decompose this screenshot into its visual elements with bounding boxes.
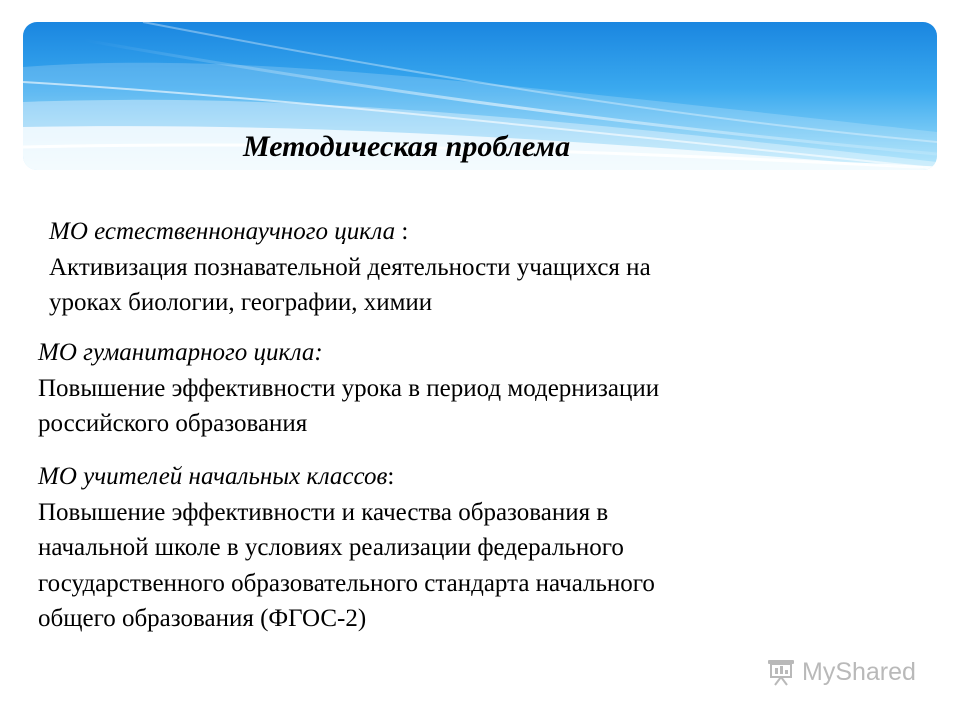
section-text-line: Повышение эффективности урока в период модернизации — [38, 374, 660, 402]
section-heading-suffix: : — [387, 463, 395, 490]
section-heading-text: МО естественнонаучного цикла — [49, 218, 396, 245]
section-text-line: государственного образовательного стандарта начального — [38, 569, 655, 597]
section-primary-teachers — [38, 459, 928, 637]
section-text-line: общего образования (ФГОС-2) — [38, 605, 367, 632]
section-text-line: российского образования — [38, 410, 308, 437]
section-natural-sciences — [49, 214, 929, 321]
section-heading-suffix: : — [395, 218, 409, 245]
watermark-text: MyShared — [802, 657, 916, 686]
section-text-line: уроках биологии, географии, химии — [49, 289, 433, 316]
section-text-line: начальной школе в условиях реализации федерального — [38, 534, 624, 561]
myshared-watermark — [766, 655, 916, 689]
section-text-line: Активизация познавательной деятельности учащихся на — [49, 253, 651, 281]
section-heading — [38, 335, 928, 371]
section-heading-text: МО учителей начальных классов — [38, 463, 388, 490]
section-text-line: Повышение эффективности и качества образования в — [38, 498, 609, 526]
section-heading — [49, 214, 929, 250]
section-humanities — [38, 335, 928, 442]
presentation-board-icon — [766, 657, 796, 687]
section-heading-text: МО гуманитарного цикла: — [38, 339, 323, 366]
slide-title: Методическая проблема — [243, 130, 571, 163]
section-heading — [38, 459, 928, 495]
